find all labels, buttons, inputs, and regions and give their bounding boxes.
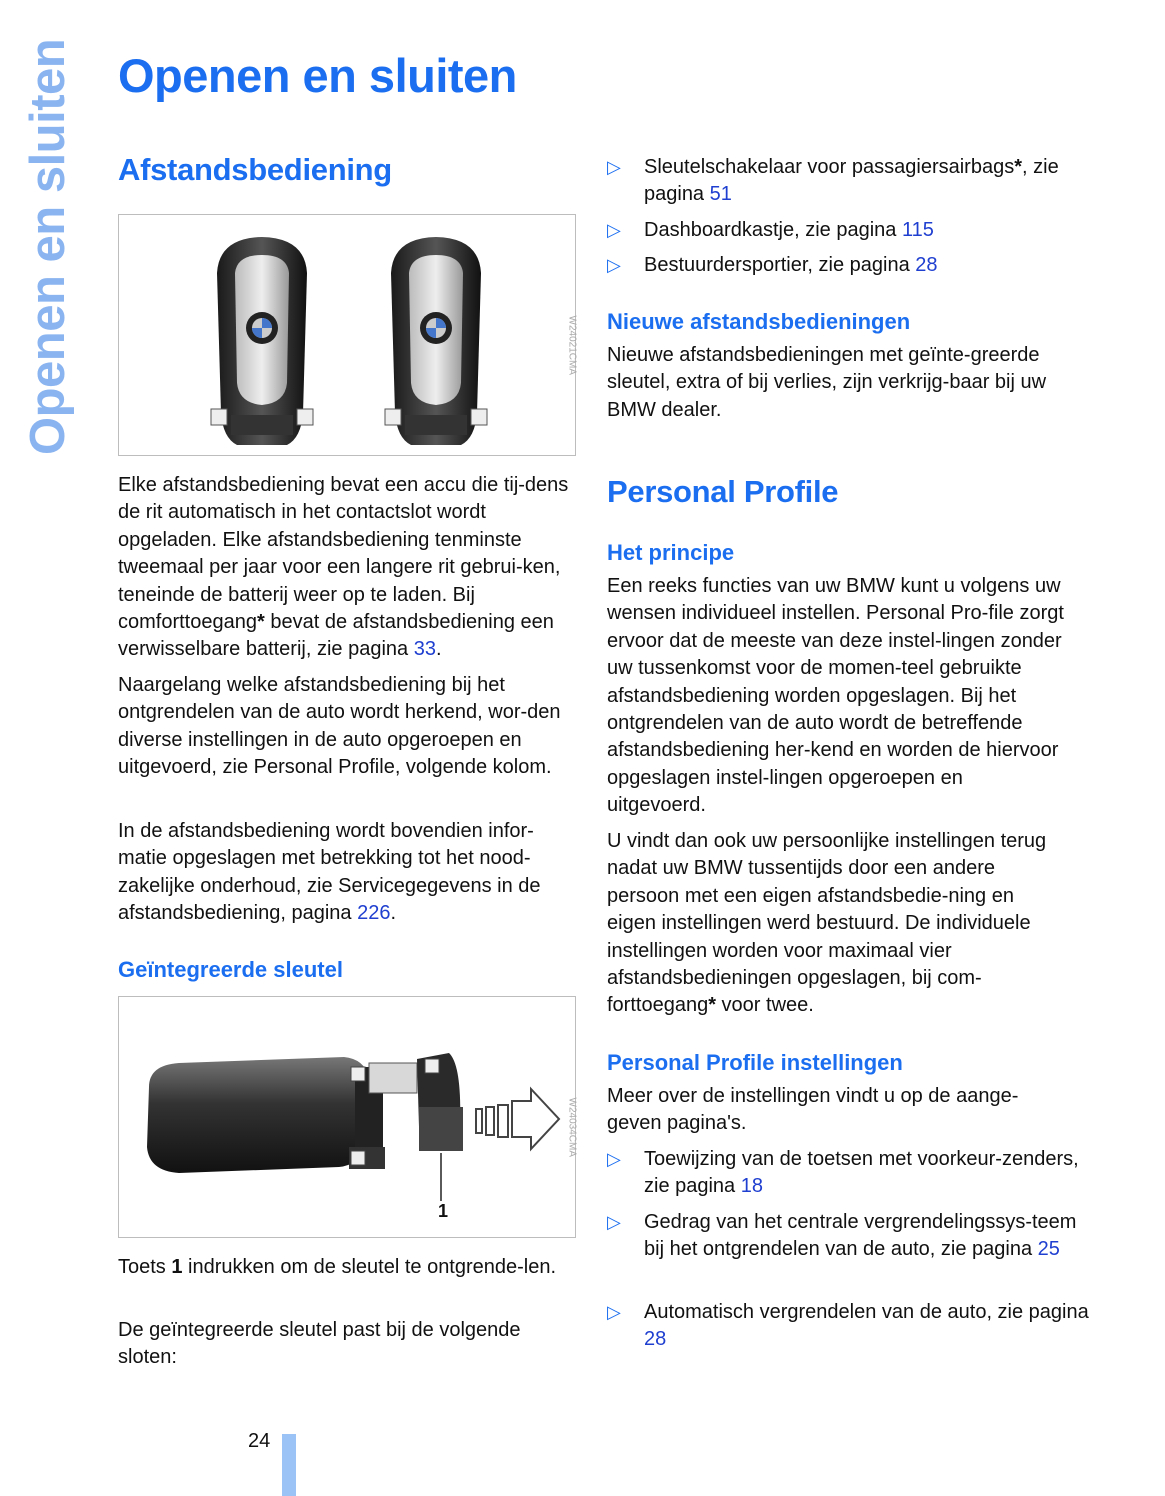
bullet-text: Sleutelschakelaar voor passagiersairbags: [644, 156, 1015, 178]
heading-personal-profile: Personal Profile: [607, 474, 839, 509]
page-link[interactable]: 51: [709, 183, 732, 206]
paragraph-sloten: De geïntegreerde sleutel past bij de volgende sloten:: [118, 1319, 521, 1369]
heading-afstandsbediening: Afstandsbediening: [118, 152, 392, 187]
heading-het-principe: Het principe: [607, 540, 735, 565]
paragraph-nieuwe: Nieuwe afstandsbedieningen met geïnte-greerde sleutel, extra of bij verlies, zijn verkrijg-baar bij uw BMW dealer.: [607, 344, 1047, 421]
bullet-triangle-icon: ▷: [607, 220, 621, 240]
figure-code: W24034CMA: [566, 1097, 577, 1157]
bullet-triangle-icon: ▷: [607, 157, 621, 177]
text: U vindt dan ook uw persoonlijke instellingen terug nadat uw BMW tussentijds door een andere persoon met een eigen afstandsbedie-ning en eigen instellingen werd bestuurd. De individuele instellingen worden voor maximaal vier afstandsbedieningen opgeslagen, bij com-forttoegang: [607, 830, 1047, 1017]
text: .: [435, 638, 442, 661]
page-link[interactable]: 226: [357, 902, 391, 925]
bullet-text: , zie pagina: [644, 156, 1059, 206]
paragraph-naargelang: Naargelang welke afstandsbediening bij het ontgrendelen van de auto wordt herkend, wor-den diverse instellingen in de auto opgeroepen en uitgevoerd, zie Personal Profile, volgende kolom.: [118, 674, 561, 779]
text: bevat de afstandsbediening een verwisselbare batterij, zie pagina: [118, 611, 554, 661]
text: In de afstandsbediening wordt bovendien infor-matie opgeslagen met betrekking tot het nood-zakelijke onderhoud, zie Servicegegevens in de afstandsbediening, pagina: [118, 820, 541, 925]
asterisk: *: [256, 611, 265, 634]
page-link[interactable]: 18: [740, 1175, 763, 1198]
heading-geintegreerde-sleutel: Geïntegreerde sleutel: [118, 957, 343, 982]
text: indrukken om de sleutel te ontgrende-len.: [182, 1256, 557, 1278]
text: Elke afstandsbediening bevat een accu die tij-dens de rit automatisch in het contactslot wordt opgeladen. Elke afstandsbediening tenminste tweemaal per jaar voor een langere rit gebrui-ken, teneinde de batterij weer op te laden. Bij comforttoegang: [118, 474, 569, 634]
text: voor twee.: [716, 994, 814, 1017]
bullet-triangle-icon: ▷: [607, 255, 621, 275]
bullet-item: [607, 1209, 1102, 1264]
page-link[interactable]: 115: [901, 219, 934, 241]
bold-key: 1: [171, 1256, 183, 1278]
text: Toets: [118, 1256, 172, 1278]
figure-code: W24021CMA: [566, 315, 577, 375]
bullet-text: Bestuurdersportier, zie pagina: [644, 254, 916, 276]
page-link[interactable]: 28: [915, 254, 938, 276]
integrated-key-figure: [118, 996, 576, 1238]
page-number: 24: [248, 1430, 271, 1452]
side-chapter-title: Openen en sluiten: [21, 38, 75, 455]
text: .: [390, 902, 397, 925]
integrated-key-illustration: [119, 997, 575, 1237]
asterisk: *: [1014, 156, 1023, 178]
bullet-text: Toewijzing van de toetsen met voorkeur-zenders, zie pagina: [644, 1148, 1079, 1198]
remote-keys-illustration: [119, 215, 575, 455]
callout-label: 1: [438, 1201, 449, 1221]
bullet-text: Gedrag van het centrale vergrendelingssys-teem bij het ontgrendelen van de auto, zie pagina: [644, 1211, 1077, 1261]
page-title: Openen en sluiten: [118, 49, 517, 102]
bullet-item: [607, 252, 1102, 279]
asterisk: *: [708, 994, 716, 1017]
bullet-text: Automatisch vergrendelen van de auto, zie pagina: [644, 1301, 1089, 1323]
page-link[interactable]: 33: [413, 638, 436, 661]
bullet-triangle-icon: ▷: [607, 1212, 621, 1232]
page-link[interactable]: 25: [1037, 1238, 1060, 1261]
paragraph-accu: [118, 472, 576, 664]
bullet-triangle-icon: ▷: [607, 1149, 621, 1169]
heading-nieuwe-afstandsbedieningen: Nieuwe afstandsbedieningen: [607, 309, 911, 334]
bullet-item: [607, 1146, 1102, 1201]
paragraph-principe: Een reeks functies van uw BMW kunt u volgens uw wensen individueel instellen. Personal Pro-file zorgt ervoor dat de meeste van deze instel-lingen zonder uw tussenkomst voor de momen-teel gebruikte afstandsbediening worden opgeslagen. Bij het ontgrendelen van de auto wordt de betreffende afstandsbediening her-kend en worden de hiervoor opgeslagen instel-lingen opgeroepen en uitgevoerd.: [607, 575, 1064, 817]
bullet-item: [607, 154, 1102, 209]
paragraph-meer: Meer over de instellingen vindt u op de aange-geven pagina's.: [607, 1085, 1019, 1135]
bullet-text: Dashboardkastje, zie pagina: [644, 219, 902, 241]
bullet-item: [607, 1299, 1102, 1354]
bullet-item: [607, 217, 1102, 244]
paragraph-toets: [118, 1254, 576, 1281]
page-marker-bar: [282, 1434, 296, 1496]
heading-profile-instellingen: Personal Profile instellingen: [607, 1050, 903, 1075]
remote-key-figure: [118, 214, 576, 456]
paragraph-vindt: [607, 828, 1065, 1020]
bullet-triangle-icon: ▷: [607, 1302, 621, 1322]
page-link[interactable]: 28: [644, 1328, 667, 1351]
paragraph-onderhoud: [118, 818, 576, 928]
